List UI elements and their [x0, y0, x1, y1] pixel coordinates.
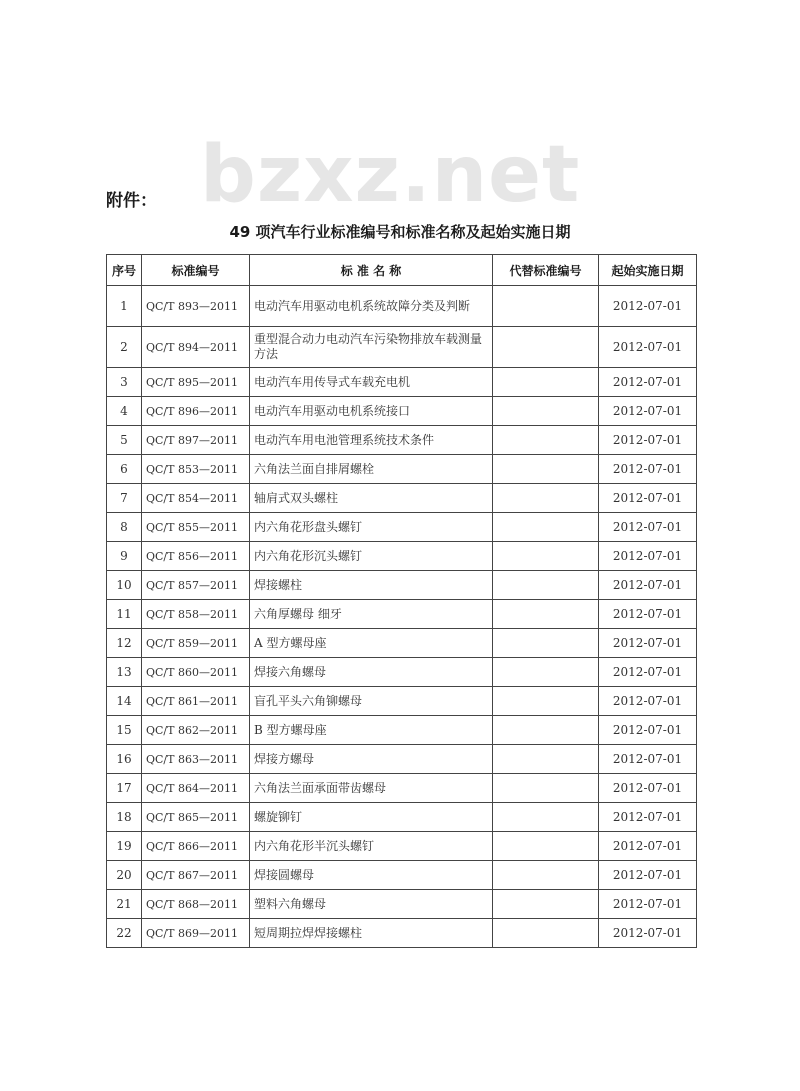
cell-standard-code: QC/T 867—2011 [142, 861, 250, 890]
cell-standard-name: 焊接方螺母 [250, 745, 493, 774]
cell-replaced-code [493, 745, 599, 774]
cell-start-date: 2012-07-01 [599, 600, 697, 629]
table-row [107, 484, 697, 513]
cell-replaced-code [493, 513, 599, 542]
cell-standard-code: QC/T 858—2011 [142, 600, 250, 629]
cell-standard-name: 焊接圆螺母 [250, 861, 493, 890]
cell-standard-code: QC/T 863—2011 [142, 745, 250, 774]
cell-standard-code: QC/T 866—2011 [142, 832, 250, 861]
cell-standard-code: QC/T 895—2011 [142, 368, 250, 397]
cell-start-date: 2012-07-01 [599, 919, 697, 948]
cell-replaced-code [493, 861, 599, 890]
cell-standard-code: QC/T 865—2011 [142, 803, 250, 832]
cell-replaced-code [493, 455, 599, 484]
cell-standard-name: 电动汽车用电池管理系统技术条件 [250, 426, 493, 455]
cell-start-date: 2012-07-01 [599, 455, 697, 484]
cell-replaced-code [493, 368, 599, 397]
cell-start-date: 2012-07-01 [599, 542, 697, 571]
cell-standard-code: QC/T 860—2011 [142, 658, 250, 687]
cell-no: 20 [107, 861, 142, 890]
cell-replaced-code [493, 890, 599, 919]
table-row [107, 571, 697, 600]
cell-start-date: 2012-07-01 [599, 716, 697, 745]
standards-table [106, 254, 697, 948]
cell-start-date: 2012-07-01 [599, 513, 697, 542]
cell-no: 18 [107, 803, 142, 832]
cell-no: 8 [107, 513, 142, 542]
cell-start-date: 2012-07-01 [599, 397, 697, 426]
cell-standard-name: 焊接六角螺母 [250, 658, 493, 687]
cell-standard-name: 重型混合动力电动汽车污染物排放车载测量方法 [250, 327, 493, 368]
cell-standard-code: QC/T 857—2011 [142, 571, 250, 600]
cell-replaced-code [493, 803, 599, 832]
cell-start-date: 2012-07-01 [599, 629, 697, 658]
table-row [107, 919, 697, 948]
cell-replaced-code [493, 327, 599, 368]
cell-start-date: 2012-07-01 [599, 832, 697, 861]
header-date: 起始实施日期 [599, 255, 697, 286]
cell-standard-code: QC/T 856—2011 [142, 542, 250, 571]
cell-standard-name: A 型方螺母座 [250, 629, 493, 658]
cell-standard-code: QC/T 853—2011 [142, 455, 250, 484]
cell-replaced-code [493, 397, 599, 426]
cell-start-date: 2012-07-01 [599, 890, 697, 919]
cell-replaced-code [493, 687, 599, 716]
table-row [107, 890, 697, 919]
table-row [107, 600, 697, 629]
cell-standard-name: 轴肩式双头螺柱 [250, 484, 493, 513]
cell-no: 15 [107, 716, 142, 745]
cell-no: 12 [107, 629, 142, 658]
cell-standard-name: 短周期拉焊焊接螺柱 [250, 919, 493, 948]
cell-replaced-code [493, 629, 599, 658]
table-row [107, 803, 697, 832]
cell-no: 6 [107, 455, 142, 484]
table-row [107, 455, 697, 484]
cell-standard-code: QC/T 869—2011 [142, 919, 250, 948]
cell-standard-code: QC/T 894—2011 [142, 327, 250, 368]
cell-standard-name: 内六角花形沉头螺钉 [250, 542, 493, 571]
cell-standard-name: 内六角花形半沉头螺钉 [250, 832, 493, 861]
header-no: 序号 [107, 255, 142, 286]
cell-standard-name: 六角法兰面自排屑螺栓 [250, 455, 493, 484]
cell-standard-code: QC/T 859—2011 [142, 629, 250, 658]
cell-standard-name: 电动汽车用驱动电机系统接口 [250, 397, 493, 426]
cell-standard-code: QC/T 893—2011 [142, 286, 250, 327]
cell-standard-code: QC/T 896—2011 [142, 397, 250, 426]
cell-replaced-code [493, 774, 599, 803]
cell-no: 5 [107, 426, 142, 455]
cell-standard-name: 塑料六角螺母 [250, 890, 493, 919]
cell-standard-code: QC/T 864—2011 [142, 774, 250, 803]
cell-no: 1 [107, 286, 142, 327]
cell-no: 14 [107, 687, 142, 716]
cell-no: 16 [107, 745, 142, 774]
cell-replaced-code [493, 716, 599, 745]
cell-standard-name: 螺旋铆钉 [250, 803, 493, 832]
table-row [107, 397, 697, 426]
cell-no: 17 [107, 774, 142, 803]
cell-standard-name: 电动汽车用传导式车载充电机 [250, 368, 493, 397]
table-row [107, 687, 697, 716]
table-header-row [107, 255, 697, 286]
table-body [107, 286, 697, 948]
cell-standard-code: QC/T 861—2011 [142, 687, 250, 716]
cell-replaced-code [493, 542, 599, 571]
table-row [107, 658, 697, 687]
cell-replaced-code [493, 426, 599, 455]
cell-standard-name: 焊接螺柱 [250, 571, 493, 600]
cell-no: 2 [107, 327, 142, 368]
cell-no: 19 [107, 832, 142, 861]
cell-no: 11 [107, 600, 142, 629]
cell-replaced-code [493, 484, 599, 513]
cell-replaced-code [493, 658, 599, 687]
document-title: 49 项汽车行业标准编号和标准名称及起始实施日期 [229, 223, 571, 241]
cell-standard-name: B 型方螺母座 [250, 716, 493, 745]
cell-standard-code: QC/T 855—2011 [142, 513, 250, 542]
cell-start-date: 2012-07-01 [599, 327, 697, 368]
table-row [107, 774, 697, 803]
cell-no: 21 [107, 890, 142, 919]
cell-standard-code: QC/T 862—2011 [142, 716, 250, 745]
table-row [107, 832, 697, 861]
watermark: bzxz.net [200, 130, 581, 220]
cell-no: 7 [107, 484, 142, 513]
cell-no: 3 [107, 368, 142, 397]
cell-standard-name: 电动汽车用驱动电机系统故障分类及判断 [250, 286, 493, 327]
cell-no: 10 [107, 571, 142, 600]
table-row [107, 513, 697, 542]
cell-start-date: 2012-07-01 [599, 426, 697, 455]
table-row [107, 286, 697, 327]
cell-standard-name: 六角厚螺母 细牙 [250, 600, 493, 629]
cell-standard-code: QC/T 897—2011 [142, 426, 250, 455]
cell-start-date: 2012-07-01 [599, 571, 697, 600]
cell-start-date: 2012-07-01 [599, 368, 697, 397]
cell-no: 4 [107, 397, 142, 426]
table-row [107, 745, 697, 774]
cell-replaced-code [493, 286, 599, 327]
cell-replaced-code [493, 571, 599, 600]
table-row [107, 716, 697, 745]
cell-replaced-code [493, 919, 599, 948]
cell-standard-name: 六角法兰面承面带齿螺母 [250, 774, 493, 803]
cell-start-date: 2012-07-01 [599, 803, 697, 832]
header-replaced: 代替标准编号 [493, 255, 599, 286]
header-code: 标准编号 [142, 255, 250, 286]
attachment-label: 附件： [106, 191, 157, 211]
cell-start-date: 2012-07-01 [599, 861, 697, 890]
cell-start-date: 2012-07-01 [599, 484, 697, 513]
cell-start-date: 2012-07-01 [599, 286, 697, 327]
table-row [107, 426, 697, 455]
cell-standard-name: 内六角花形盘头螺钉 [250, 513, 493, 542]
table-row [107, 542, 697, 571]
cell-standard-code: QC/T 868—2011 [142, 890, 250, 919]
table-row [107, 327, 697, 368]
cell-start-date: 2012-07-01 [599, 658, 697, 687]
cell-start-date: 2012-07-01 [599, 774, 697, 803]
header-name: 标 准 名 称 [250, 255, 493, 286]
cell-start-date: 2012-07-01 [599, 745, 697, 774]
cell-replaced-code [493, 600, 599, 629]
cell-replaced-code [493, 832, 599, 861]
table-row [107, 861, 697, 890]
cell-no: 22 [107, 919, 142, 948]
cell-no: 9 [107, 542, 142, 571]
table-row [107, 368, 697, 397]
cell-no: 13 [107, 658, 142, 687]
cell-standard-name: 盲孔平头六角铆螺母 [250, 687, 493, 716]
table-row [107, 629, 697, 658]
cell-standard-code: QC/T 854—2011 [142, 484, 250, 513]
cell-start-date: 2012-07-01 [599, 687, 697, 716]
